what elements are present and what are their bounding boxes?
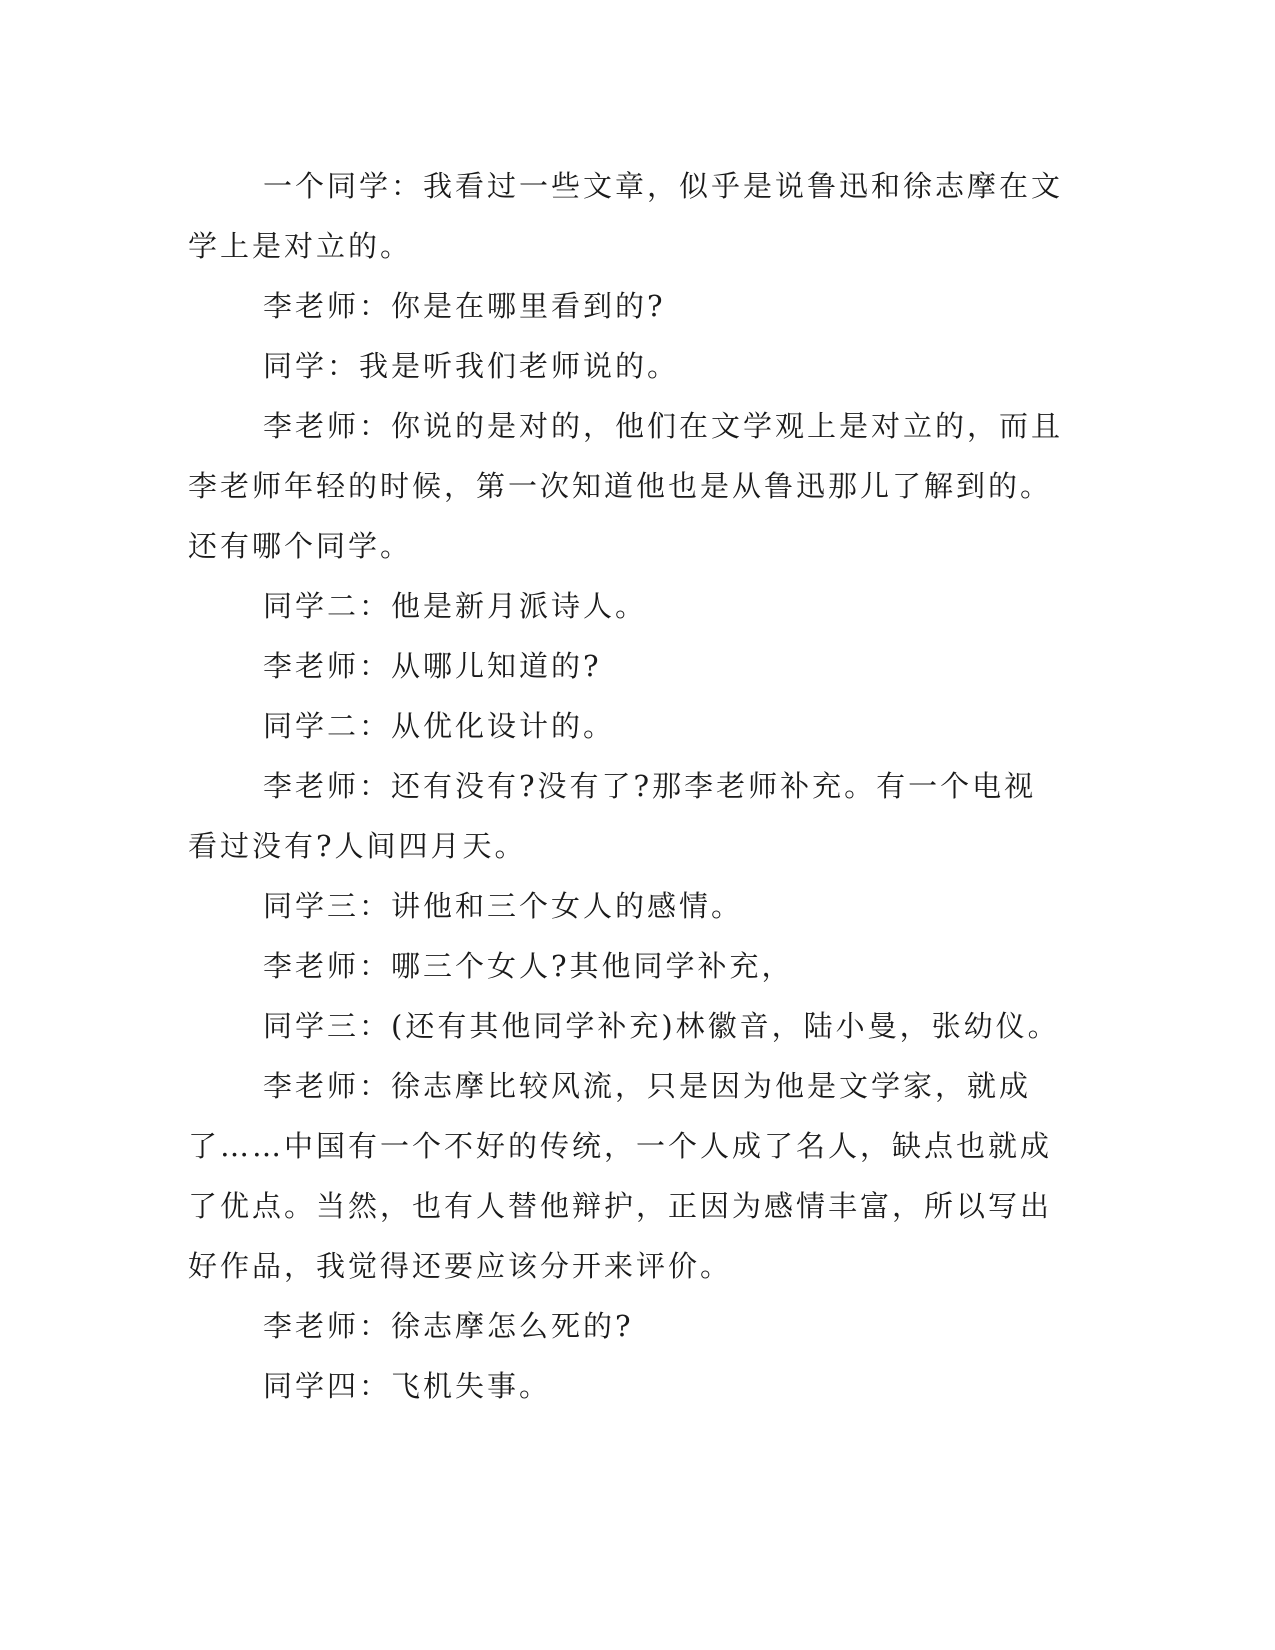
paragraph: 李老师：你是在哪里看到的?	[263, 289, 666, 323]
paragraph: 同学二：他是新月派诗人。	[263, 589, 648, 623]
paragraph: 一个同学：我看过一些文章，似乎是说鲁迅和徐志摩在文学上是对立的。	[188, 169, 1064, 263]
paragraph: 同学四：飞机失事。	[263, 1369, 552, 1403]
paragraph: 李老师：哪三个女人?其他同学补充，	[263, 949, 794, 983]
paragraph: 同学：我是听我们老师说的。	[263, 349, 680, 383]
document-body	[188, 156, 1068, 1416]
paragraph: 同学二：从优化设计的。	[263, 709, 616, 743]
paragraph: 同学三：(还有其他同学补充)林徽音，陆小曼，张幼仪。	[263, 1009, 1060, 1043]
paragraph: 李老师：徐志摩比较风流，只是因为他是文学家，就成了……中国有一个不好的传统，一个人成了名人，缺点也就成了优点。当然，也有人替他辩护，正因为感情丰富，所以写出好作品，我觉得还要应该分开来评价。	[188, 1069, 1053, 1283]
paragraph: 李老师：还有没有?没有了?那李老师补充。有一个电视看过没有?人间四月天。	[188, 769, 1037, 863]
paragraph: 李老师：徐志摩怎么死的?	[263, 1309, 634, 1343]
paragraph: 李老师：你说的是对的，他们在文学观上是对立的，而且李老师年轻的时候，第一次知道他也是从鲁迅那儿了解到的。还有哪个同学。	[188, 409, 1064, 563]
paragraph: 李老师：从哪儿知道的?	[263, 649, 602, 683]
paragraph: 同学三：讲他和三个女人的感情。	[263, 889, 744, 923]
